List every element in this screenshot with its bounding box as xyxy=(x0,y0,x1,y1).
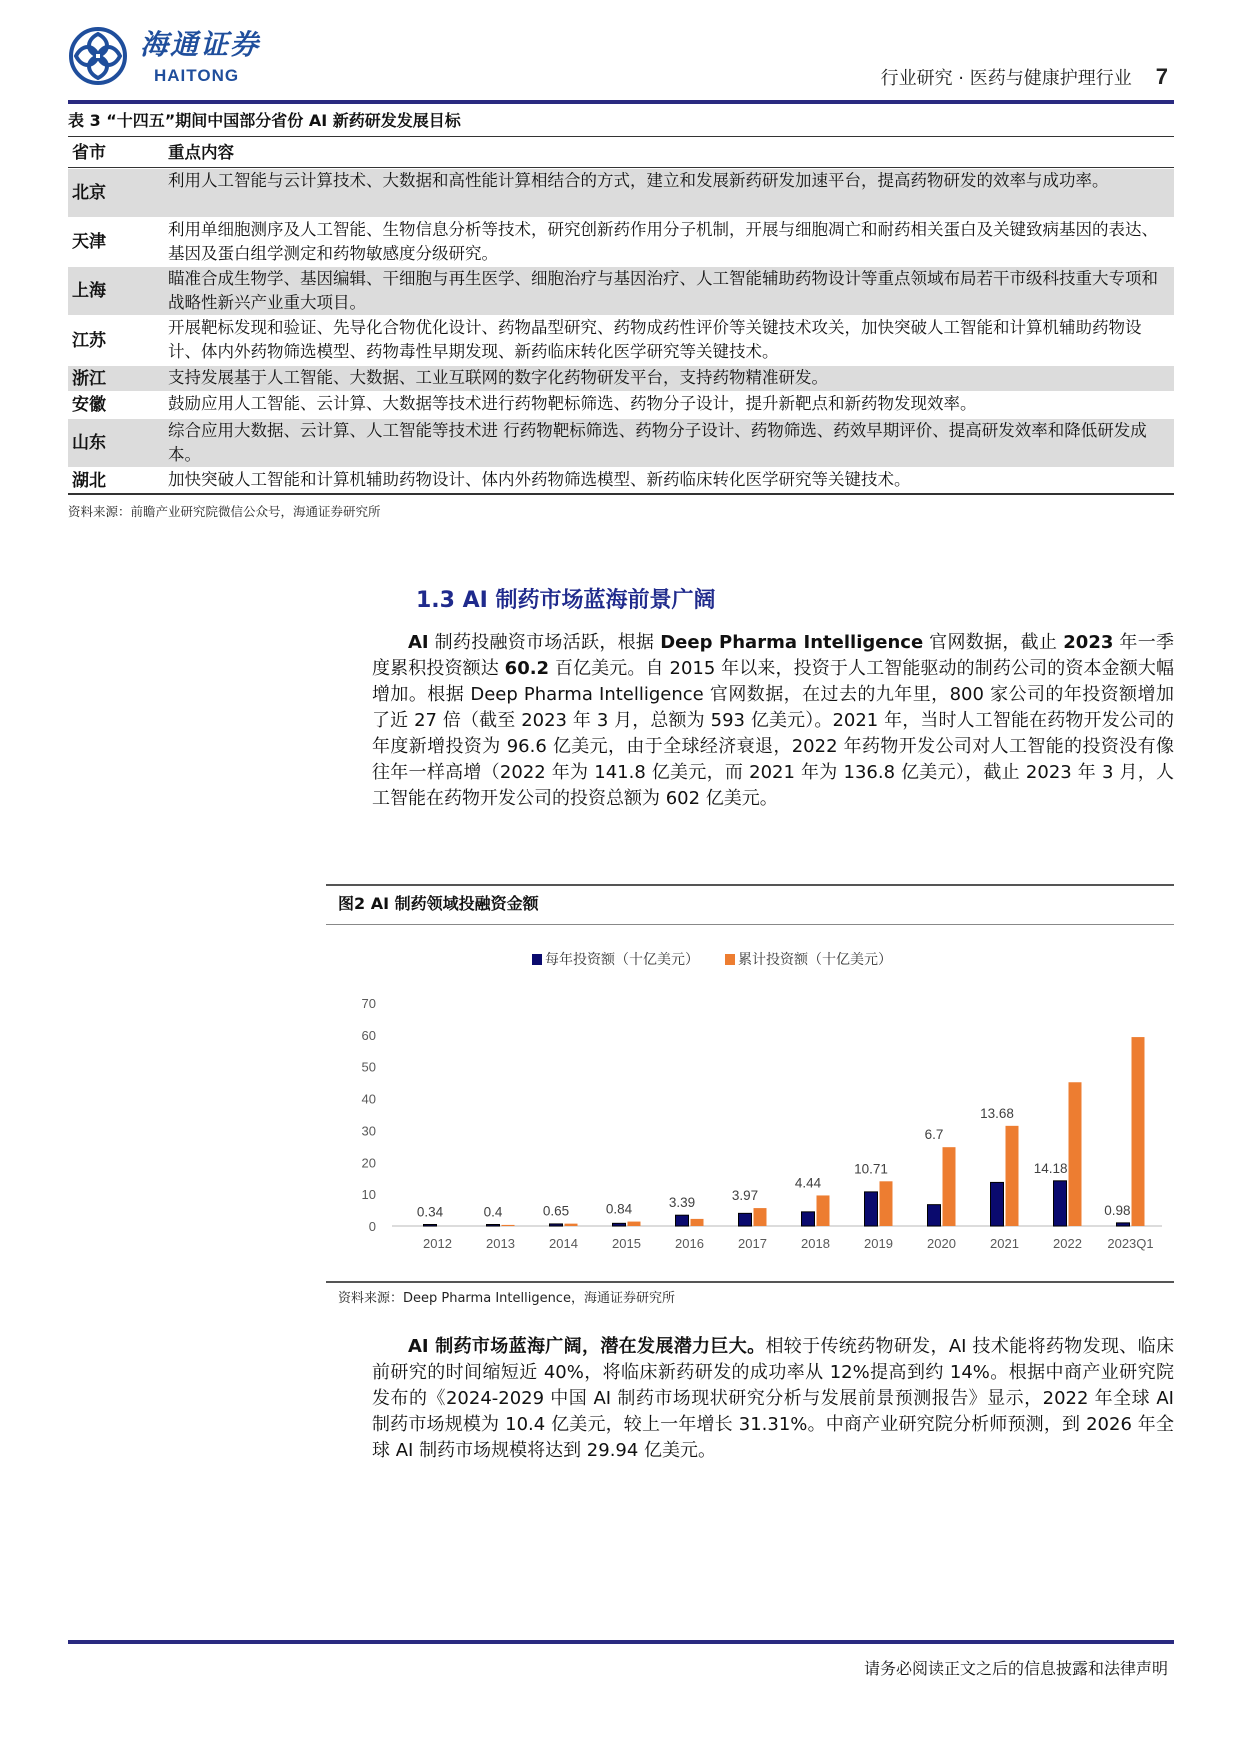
report-category: 行业研究 · 医药与健康护理行业 xyxy=(880,68,1132,89)
data-label-2014: 0.65 xyxy=(542,1203,570,1219)
bar-annual-2015 xyxy=(613,1223,626,1226)
data-label-2016: 3.39 xyxy=(668,1195,696,1211)
bar-annual-2012 xyxy=(424,1225,437,1227)
paragraph-investment-overview xyxy=(372,630,1174,812)
content-cell: 利用单细胞测序及人工智能、生物信息分析等技术，研究创新药作用分子机制，开展与细胞凋亡和耐药相关蛋白及关键致病基因的表达、基因及蛋白组学测定和药物敏感度分级研究。 xyxy=(168,220,1158,263)
bar-cumulative-2023Q1 xyxy=(1132,1037,1145,1226)
logo-english-name: HAITONG xyxy=(154,66,240,85)
content-cell: 加快突破人工智能和计算机辅助药物设计、体内外药物筛选模型、新药临床转化医学研究等关键技术。 xyxy=(168,470,911,489)
x-tick-label: 2013 xyxy=(486,1236,515,1251)
bar-cumulative-2020 xyxy=(943,1147,956,1226)
footer-rule xyxy=(68,1640,1174,1644)
p1-text-rest: 自 2015 年以来，投资于人工智能驱动的制药公司的资本金额大幅增加。根据 Deep Pharma Intelligence 官网数据，在过去的九年里，800 家公司的年投资额增加了近 27 倍（截至 2023 年 3 月，总额为 593 亿美元）。2021 年，当时人工智能在药物开发公司的年度新增投资为 96.6 亿美元，由于全球经济衰退，2022 年药物开发公司对人工智能的投资没有像往年一样高增（2022 年为 141.8 亿美元，而 2021 年为 136.8 亿美元），截止 2023 年 3 月，人工智能在药物开发公司的投资总额为 602 亿美元。 xyxy=(372,658,1174,809)
y-tick-label: 50 xyxy=(361,1059,376,1075)
province-cell: 上海 xyxy=(72,281,106,301)
data-label-2020: 6.7 xyxy=(924,1127,944,1143)
bar-annual-2014 xyxy=(550,1224,563,1226)
p1-bold-dpi: Deep Pharma Intelligence xyxy=(660,632,924,653)
y-tick-label: 0 xyxy=(368,1219,376,1234)
page-number: 7 xyxy=(1155,64,1168,89)
y-tick-label: 60 xyxy=(361,1027,376,1043)
x-tick-label: 2014 xyxy=(549,1236,578,1251)
bar-cumulative-2019 xyxy=(880,1181,893,1226)
table-body xyxy=(68,168,1174,493)
content-cell: 支持发展基于人工智能、大数据、工业互联网的数字化药物研发平台，支持药物精准研发。 xyxy=(168,368,828,387)
province-cell: 安徽 xyxy=(72,395,106,415)
bar-cumulative-2021 xyxy=(1006,1126,1019,1226)
province-cell: 山东 xyxy=(72,433,106,453)
data-label-2022: 14.18 xyxy=(1033,1160,1068,1176)
y-tick-label: 10 xyxy=(361,1187,376,1203)
footer-disclaimer: 请务必阅读正文之后的信息披露和法律声明 xyxy=(863,1659,1168,1678)
column-header-content: 重点内容 xyxy=(168,142,234,162)
x-tick-label: 2018 xyxy=(801,1236,830,1251)
data-label-2017: 3.97 xyxy=(731,1188,759,1204)
logo-chinese-name: 海通证券 xyxy=(140,28,261,61)
province-cell: 湖北 xyxy=(72,470,106,491)
x-tick-label: 2016 xyxy=(675,1236,704,1251)
legend-swatch-cumulative xyxy=(725,954,735,965)
p1-bold-amount: 60.2 xyxy=(504,658,550,679)
data-label-2018: 4.44 xyxy=(794,1175,822,1191)
figure-title: 图2 AI 制药领域投融资金额 xyxy=(338,894,539,913)
y-tick-label: 30 xyxy=(361,1123,376,1139)
bar-cumulative-2022 xyxy=(1069,1082,1082,1226)
p1-text-4: 百亿美元。 xyxy=(549,658,646,679)
bar-annual-2013 xyxy=(487,1225,500,1227)
y-tick-label: 20 xyxy=(361,1155,376,1171)
legend-label-annual: 每年投资额（十亿美元） xyxy=(545,951,699,967)
bar-annual-2017 xyxy=(739,1213,752,1226)
haitong-logo-icon xyxy=(68,26,128,86)
data-label-2015: 0.84 xyxy=(605,1201,633,1217)
x-tick-label: 2020 xyxy=(927,1236,956,1251)
header-section-label xyxy=(881,64,1168,92)
p2-text-rest: 相较于传统药物研发，AI 技术能将药物发现、临床前研究的时间缩短近 40%，将临床新药研发的成功率从 12%提高到约 14%。根据中商产业研究院发布的《2024-2029 中国 AI 制药市场现状研究分析与发展前景预测报告》显示，2022 年全球 AI 制药市场规模为 10.4 亿美元，较上一年增长 31.31%。中商产业研究院分析师预测，到 2026 年全球 AI 制药市场规模将达到 29.94 亿美元。 xyxy=(372,1336,1174,1461)
table-row xyxy=(68,467,1174,493)
table-header-row xyxy=(68,137,1174,168)
province-cell: 江苏 xyxy=(72,330,106,351)
p1-bold-ai: AI xyxy=(408,632,429,653)
table-row xyxy=(68,365,1174,391)
figure-title-divider xyxy=(326,924,1174,925)
x-tick-label: 2017 xyxy=(738,1236,767,1251)
data-label-2012: 0.34 xyxy=(416,1204,444,1220)
data-label-2021: 13.68 xyxy=(980,1105,1014,1121)
legend-label-cumulative: 累计投资额（十亿美元） xyxy=(738,951,892,967)
legend-item-cumulative xyxy=(725,950,892,968)
x-tick-label: 2021 xyxy=(990,1236,1019,1251)
haitong-logo xyxy=(68,26,288,86)
data-label-2013: 0.4 xyxy=(483,1204,503,1220)
bar-annual-2019 xyxy=(865,1192,878,1226)
table-row xyxy=(68,315,1174,365)
table-row xyxy=(68,391,1174,418)
table-source-note: 资料来源：前瞻产业研究院微信公众号，海通证券研究所 xyxy=(68,504,381,519)
y-tick-label: 40 xyxy=(361,1091,376,1107)
table-row xyxy=(68,217,1174,266)
figure-source-note: 资料来源：Deep Pharma Intelligence，海通证券研究所 xyxy=(338,1291,675,1306)
column-header-province: 省市 xyxy=(72,142,106,163)
bar-cumulative-2018 xyxy=(817,1195,830,1226)
table-title: 表 3 “十四五”期间中国部分省份 AI 新药研发发展目标 xyxy=(68,111,461,130)
p1-text-2: 官网数据，截止 xyxy=(923,632,1064,653)
x-tick-label: 2015 xyxy=(612,1236,641,1251)
bar-cumulative-2014 xyxy=(565,1224,578,1226)
bar-cumulative-2013 xyxy=(502,1225,515,1226)
p2-bold-lead: AI 制药市场蓝海广阔，潜在发展潜力巨大。 xyxy=(408,1336,766,1357)
bar-annual-2020 xyxy=(928,1205,941,1226)
legend-swatch-annual xyxy=(532,954,542,965)
x-tick-label: 2022 xyxy=(1053,1236,1082,1251)
content-cell: 综合应用大数据、云计算、人工智能等技术进 行药物靶标筛选、药物分子设计、药物筛选、药效早期评价、提高研发效率和降低研发成本。 xyxy=(168,421,1147,464)
p1-text-1: 制药投融资市场活跃，根据 xyxy=(428,632,661,653)
content-cell: 瞄准合成生物学、基因编辑、干细胞与再生医学、细胞治疗与基因治疗、人工智能辅助药物设计等重点领域布局若干市级科技重大专项和战略性新兴产业重大项目。 xyxy=(168,269,1158,312)
bar-annual-2018 xyxy=(802,1212,815,1226)
data-label-2023Q1: 0.98 xyxy=(1104,1202,1131,1218)
table-row xyxy=(68,168,1174,217)
province-cell: 浙江 xyxy=(72,368,106,389)
p1-text-3: 年一季度累积投资额达 xyxy=(372,632,1174,679)
bar-cumulative-2017 xyxy=(754,1208,767,1226)
chart-legend xyxy=(532,950,892,968)
bar-annual-2022 xyxy=(1054,1181,1067,1226)
table-row xyxy=(68,266,1174,315)
data-label-2019: 10.71 xyxy=(854,1161,888,1177)
bar-annual-2016 xyxy=(676,1215,689,1226)
bar-annual-2023Q1 xyxy=(1117,1223,1130,1226)
x-tick-label: 2012 xyxy=(423,1236,452,1251)
y-tick-label: 70 xyxy=(361,996,376,1011)
paragraph-market-outlook xyxy=(372,1334,1174,1464)
content-cell: 利用人工智能与云计算技术、大数据和高性能计算相结合的方式，建立和发展新药研发加速平台，提高药物研发的效率与成功率。 xyxy=(168,171,1109,190)
table-row xyxy=(68,418,1174,467)
x-tick-label: 2023Q1 xyxy=(1107,1236,1154,1251)
x-tick-label: 2019 xyxy=(864,1236,893,1251)
content-cell: 鼓励应用人工智能、云计算、大数据等技术进行药物靶标筛选、药物分子设计，提升新靶点和新药物发现效率。 xyxy=(168,394,977,413)
province-cell: 北京 xyxy=(72,183,106,203)
p1-bold-year: 2023 xyxy=(1063,632,1114,653)
province-goals-table xyxy=(68,136,1174,495)
province-cell: 天津 xyxy=(72,232,106,252)
header-rule xyxy=(68,100,1174,104)
investment-bar-chart xyxy=(326,980,1174,1270)
bar-cumulative-2015 xyxy=(628,1222,641,1226)
bar-annual-2021 xyxy=(991,1182,1004,1226)
bar-cumulative-2016 xyxy=(691,1219,704,1226)
section-heading: 1.3 AI 制药市场蓝海前景广阔 xyxy=(416,588,716,613)
legend-item-annual xyxy=(532,950,699,968)
content-cell: 开展靶标发现和验证、先导化合物优化设计、药物晶型研究、药物成药性评价等关键技术攻关，加快突破人工智能和计算机辅助药物设计、体内外药物筛选模型、药物毒性早期发现、新药临床转化医学研究等关键技术。 xyxy=(168,318,1142,361)
